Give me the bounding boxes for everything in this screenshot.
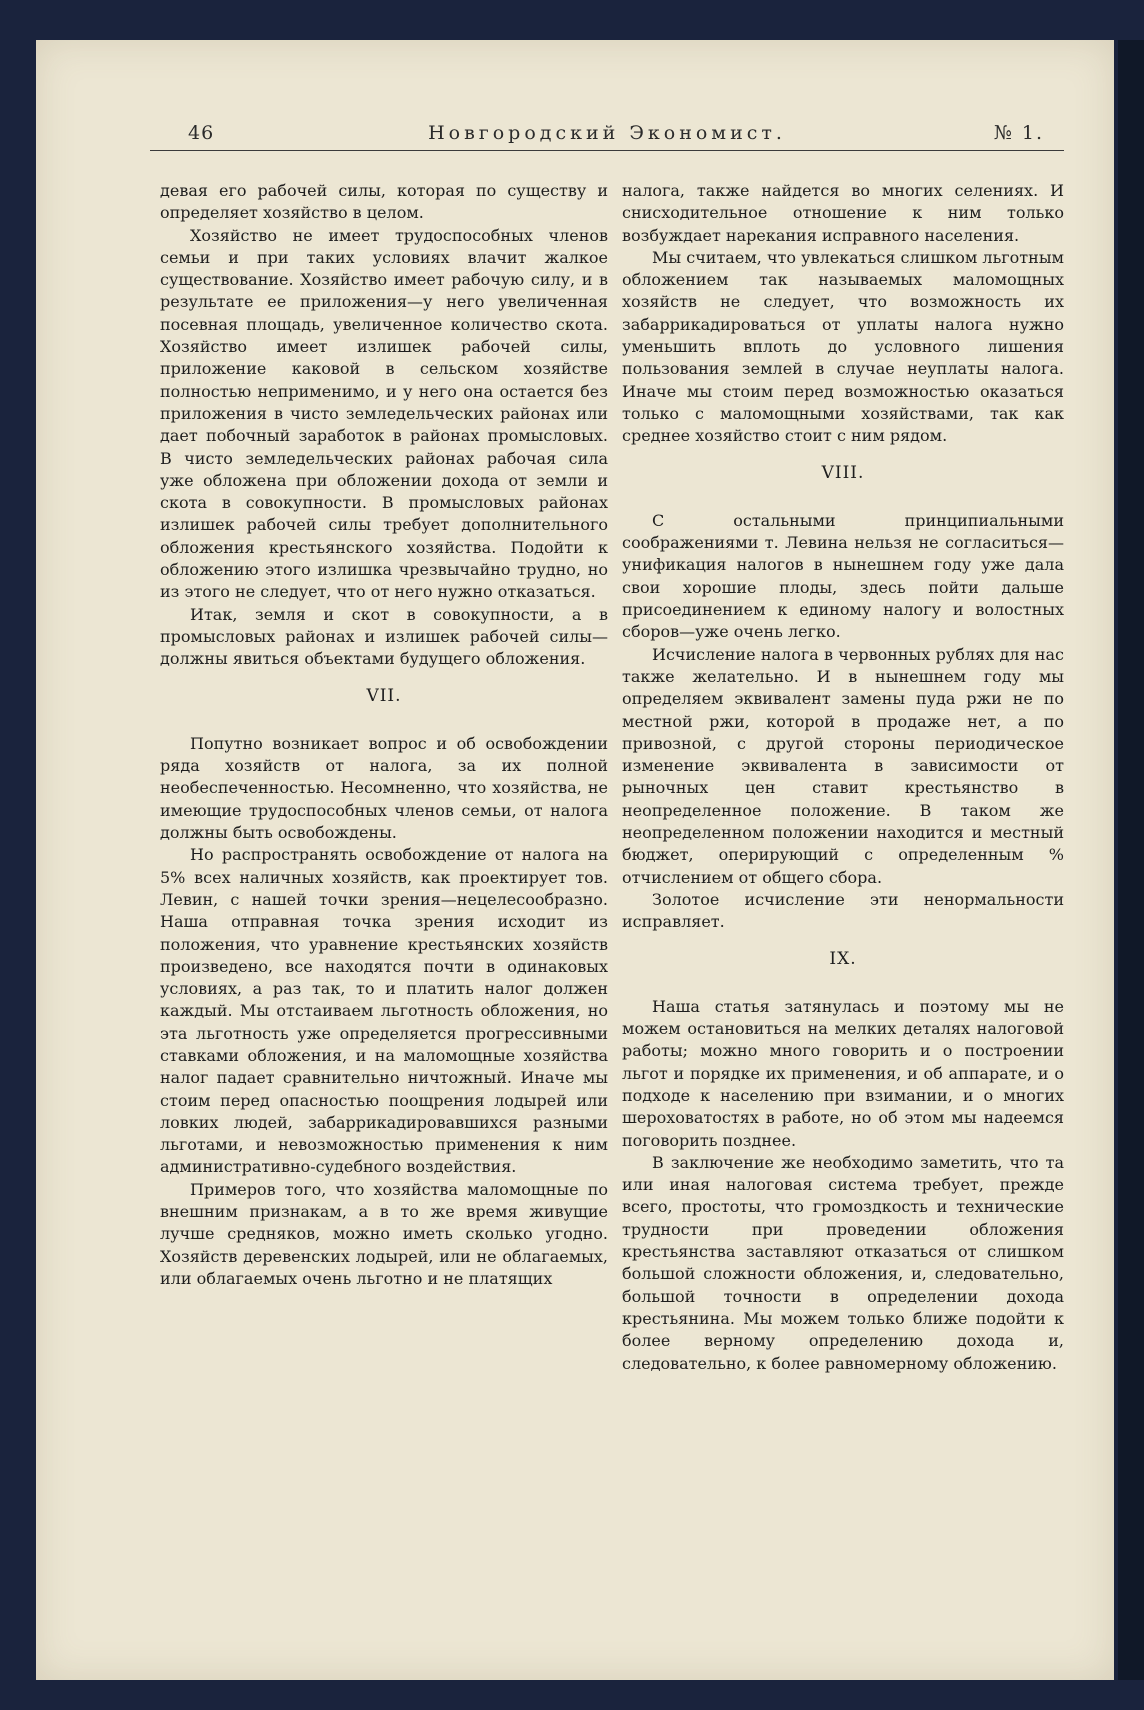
running-header [150, 120, 1064, 154]
journal-title: Новгородский Экономист. [428, 122, 786, 144]
paragraph: Исчисление налога в червонных рублях для нас также желательно. И в нынешнем году мы определяем эквивалент замены пуда ржи не по местной ржи, которой в продаже нет, а по привозной, с другой стороны периодическое изменение эквивалента в зависимости от рыночных цен ставит крестьянство в неопределенное положение. В таком же неопределенном положении находится и местный бюджет, оперирующий с определенным % отчислением от общего сбора. [622, 644, 1064, 887]
paragraph: Примеров того, что хозяйства маломощные по внешним признакам, а в то же время живущие лучше средняков, можно иметь сколько угодно. Хозяйств деревенских лодырей, или не облагаемых, или облагаемых очень льготно и не платящих [160, 1179, 608, 1288]
section-heading-vii: VII. [366, 685, 402, 706]
paragraph: Золотое исчисление эти ненормальности исправляет. [622, 889, 1064, 932]
paragraph: Мы считаем, что увлекаться слишком льготным обложением так называемых маломощных хозяйств не следует, что возможность их забаррикадироваться от уплаты налога нужно уменьшить вплоть до условного лишения пользования землей в случае неуплаты налога. Иначе мы стоим перед возможностью оказаться только с маломощными хозяйствами, так как среднее хозяйство стоит с ним рядом. [622, 247, 1064, 446]
paragraph: Итак, земля и скот в совокупности, а в промысловых районах и излишек рабочей силы—должны явиться объектами будущего обложения. [160, 604, 608, 669]
header-rule [150, 150, 1064, 151]
paragraph: Хозяйство не имеет трудоспособных членов семьи и при таких условиях влачит жалкое существование. Хозяйство имеет рабочую силу, и в результате ее приложения—у него увеличенная посевная площадь, увеличенное количество скота. Хозяйство имеет излишек рабочей силы, приложение каковой в сельском хозяйстве полностью неприменимо, и у него она остается без приложения в чисто земледельческих районах или дает побочный заработок в районах промысловых. В чисто земледельческих районах рабочая сила уже обложена при обложении дохода от земли и скота в совокупности. В промысловых районах излишек рабочей силы требует дополнительного обложения крестьянского хозяйства. Подойти к обложению этого излишка чрезвычайно трудно, но из этого не следует, что от него нужно отказаться. [160, 225, 608, 602]
paragraph: Наша статья затянулась и поэтому мы не можем остановиться на мелких деталях налоговой работы; можно много говорить и о построении льгот и порядке их применения, и об аппарате, и о подходе к населению при взимании, и о многих шероховатостях в работе, но об этом мы надеемся поговорить позднее. [622, 996, 1064, 1150]
right-column [622, 180, 1064, 1375]
section-heading-ix: IX. [829, 948, 857, 969]
paragraph: Попутно возникает вопрос и об освобождении ряда хозяйств от налога, за их полной необеспеченностью. Несомненно, что хозяйства, не имеющие трудоспособных членов семьи, от налога должны быть освобождены. [160, 733, 608, 843]
paragraph: В заключение же необходимо заметить, что та или иная налоговая система требует, прежде всего, простоты, что громоздкость и технические трудности при проведении обложения крестьянства заставляют отказаться от слишком большой сложности обложения, и, следовательно, большой точности в определении дохода крестьянина. Мы можем только ближе подойти к более верному определению дохода и, следовательно, к более равномерному обложению. [622, 1152, 1064, 1373]
paragraph: С остальными принципиальными соображениями т. Левина нельзя не согласиться—унификация налогов в нынешнем году уже дала свои хорошие плоды, здесь пойти дальше присоединением к единому налогу и волостных сборов—уже очень легко. [622, 510, 1064, 642]
paragraph: девая его рабочей силы, которая по существу и определяет хозяйство в целом. [160, 181, 608, 223]
next-page-edge [1118, 40, 1144, 1680]
paragraph: Но распространять освобождение от налога на 5% всех наличных хозяйств, как проектирует тов. Левин, с нашей точки зрения—нецелесообразно. Наша отправная точка зрения исходит из положения, что уравнение крестьянских хозяйств произведено, все находятся почти в одинаковых условиях, а раз так, то и платить налог должен каждый. Мы отстаиваем льготность обложения, но эта льготность уже определяется прогрессивными ставками обложения, и на маломощные хозяйства налог падает сравнительно ничтожный. Иначе мы стоим перед опасностью поощрения лодырей или ловких людей, забаррикадировавшихся разными льготами, и невозможностью применения к ним административно-судебного воздействия. [160, 845, 608, 1177]
paragraph: налога, также найдется во многих селениях. И снисходительное отношение к ним только возбуждает нарекания исправного населения. [622, 181, 1064, 245]
left-column [160, 180, 608, 1290]
page-number: 46 [188, 122, 215, 144]
issue-number: № 1. [993, 122, 1044, 144]
section-heading-viii: VIII. [821, 462, 865, 483]
